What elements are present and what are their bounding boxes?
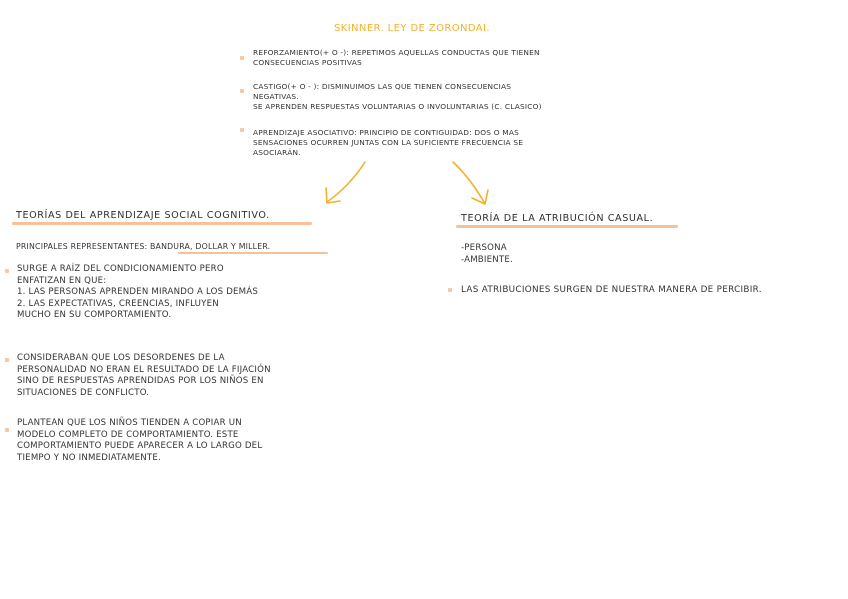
arrow-right-icon: [448, 158, 494, 208]
left-bullet-1-line-5: MUCHO EN SU COMPORTAMIENTO.: [17, 310, 172, 320]
top-bullet-1: [253, 48, 540, 68]
top-bullet-1-line-1: REFORZAMIENTO(+ O -): REPETIMOS AQUELLAS CONDUCTAS QUE TIENEN: [253, 48, 540, 57]
representatives-highlight: [178, 252, 328, 254]
left-bullet-3-line-4: TIEMPO Y NO INMEDIATAMENTE.: [17, 452, 161, 463]
bullet-marker: [240, 56, 244, 60]
left-bullet-3-line-3: COMPORTAMIENTO PUEDE APARECER A LO LARGO DEL: [17, 441, 263, 451]
top-bullet-3: [253, 128, 523, 158]
heading-highlight: [12, 222, 312, 225]
top-bullet-2: [253, 82, 542, 112]
right-item-persona: -PERSONA: [461, 243, 507, 253]
right-bullet: LAS ATRIBUCIONES SURGEN DE NUESTRA MANERA DE PERCIBIR.: [461, 285, 762, 295]
bullet-marker: [240, 89, 244, 93]
bullet-marker: [5, 428, 9, 432]
bullet-marker: [5, 269, 9, 273]
arrow-left-icon: [318, 158, 370, 208]
bullet-marker: [240, 128, 244, 132]
top-bullet-3-line-2: SENSACIONES OCURREN JUNTAS CON LA SUFICIENTE FRECUENCIA SE: [253, 138, 524, 147]
left-bullet-2-line-1: CONSIDERABAN QUE LOS DESORDENES DE LA: [17, 353, 225, 363]
bullet-marker: [5, 358, 9, 362]
top-bullet-2-line-3: SE APRENDEN RESPUESTAS VOLUNTARIAS O INVOLUNTARIAS (C. CLASICO): [253, 102, 542, 111]
left-bullet-2-line-4: SITUACIONES DE CONFLICTO.: [17, 387, 150, 398]
left-heading: TEORÍAS DEL APRENDIZAJE SOCIAL COGNITIVO.: [16, 210, 270, 221]
left-bullet-2: [17, 353, 271, 399]
right-heading: TEORÍA DE LA ATRIBUCIÓN CASUAL.: [461, 213, 654, 224]
top-bullet-1-line-2: CONSECUENCIAS POSITIVAS: [253, 58, 362, 67]
left-bullet-2-line-2: PERSONALIDAD NO ERAN EL RESULTADO DE LA FIJACIÓN: [17, 364, 271, 375]
top-bullet-3-line-3: ASOCIARÁN.: [253, 148, 301, 157]
top-bullet-3-line-1: APRENDIZAJE ASOCIATIVO: PRINCIPIO DE CONTIGUIDAD: DOS O MAS: [253, 128, 520, 137]
left-bullet-1-line-2: ENFATIZAN EN QUE:: [17, 275, 107, 286]
right-items: [461, 243, 513, 266]
heading-highlight: [456, 225, 678, 228]
left-bullet-1: [17, 264, 258, 322]
top-bullet-2-line-2: NEGATIVAS.: [253, 92, 299, 101]
representatives-text: PRINCIPALES REPRESENTANTES: BANDURA, DOLLAR Y MILLER.: [16, 242, 271, 251]
left-bullet-2-line-3: SINO DE RESPUESTAS APRENDIDAS POR LOS NIÑOS EN: [17, 376, 264, 386]
left-bullet-1-line-4: 2. LAS EXPECTATIVAS, CREENCIAS, INFLUYEN: [17, 298, 219, 309]
left-bullet-1-line-1: SURGE A RAÍZ DEL CONDICIONAMIENTO PERO: [17, 264, 224, 274]
left-bullet-3-line-2: MODELO COMPLETO DE COMPORTAMIENTO. ESTE: [17, 429, 239, 440]
bullet-marker: [448, 288, 452, 292]
top-bullet-2-line-1: CASTIGO(+ O - ): DISMINUIMOS LAS QUE TIENEN CONSECUENCIAS: [253, 82, 512, 91]
left-bullet-3: [17, 418, 262, 464]
left-bullet-3-line-1: PLANTEAN QUE LOS NIÑOS TIENDEN A COPIAR UN: [17, 418, 242, 428]
right-item-ambiente: -AMBIENTE.: [461, 254, 513, 265]
page-title: SKINNER. LEY DE ZORONDAI.: [334, 23, 490, 34]
left-bullet-1-line-3: 1. LAS PERSONAS APRENDEN MIRANDO A LOS DEMÁS: [17, 287, 259, 297]
